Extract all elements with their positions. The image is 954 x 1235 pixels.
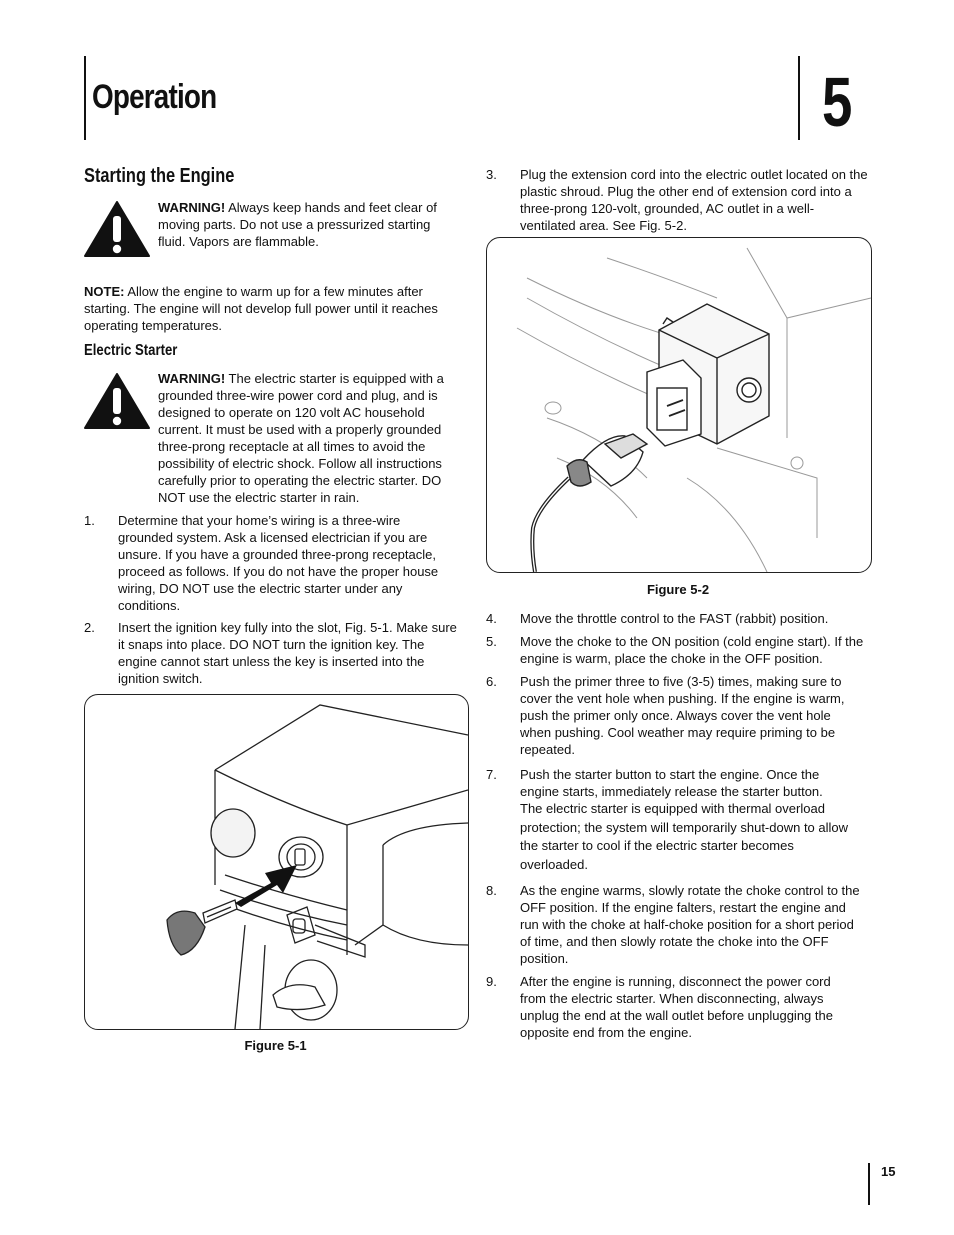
step-item <box>486 673 870 761</box>
step-text: Move the throttle control to the FAST (rabbit) position. <box>520 611 829 626</box>
page-number: 15 <box>881 1164 896 1179</box>
chapter-number: 5 <box>822 63 853 141</box>
step-text-extra: The electric starter is equipped with thermal overload protection; the system will temporarily shut-down to allow the starter to cool if the electric starter becomes overloaded. <box>520 801 849 872</box>
warning-triangle-icon <box>83 372 151 430</box>
warning-2 <box>158 370 460 506</box>
step-text: Push the primer three to five (3-5) times, making sure to cover the vent hole when pushing. If the engine is warm, push the primer only once. Always cover the vent hole when pushing. Cool weather may require priming to be repeated. <box>520 674 845 757</box>
step-text: As the engine warms, slowly rotate the choke control to the OFF position. If the engine falters, restart the engine and run with the choke at half-choke position for a short period of time, and then slowly rotate the choke into the OFF position. <box>520 883 860 966</box>
figure-5-2 <box>486 237 872 573</box>
chapter-title-rule <box>84 56 86 140</box>
note-text: Allow the engine to warm up for a few minutes after starting. The engine will not develop full power until it reaches operating temperatures. <box>84 284 438 333</box>
step-number: 3. <box>486 167 497 182</box>
step-number: 4. <box>486 611 497 626</box>
step-number: 5. <box>486 634 497 649</box>
page-number-rule <box>868 1163 870 1205</box>
step-number: 2. <box>84 620 95 635</box>
step-number: 8. <box>486 883 497 898</box>
step-item <box>486 882 870 970</box>
figure-5-1-caption: Figure 5-1 <box>244 1038 307 1053</box>
warning-triangle-icon <box>83 200 151 258</box>
step-number: 6. <box>486 674 497 689</box>
warning-1-label: WARNING! <box>158 200 226 215</box>
chapter-title: Operation <box>92 78 217 116</box>
step-item <box>486 766 870 878</box>
step-number: 9. <box>486 974 497 989</box>
step-text: Insert the ignition key fully into the slot, Fig. 5-1. Make sure it snaps into place. DO NOT turn the ignition key. The engine cannot start unless the key is inserted into the ignition switch. <box>118 620 457 686</box>
step-item <box>486 973 870 1043</box>
note <box>84 283 458 334</box>
step-item <box>486 633 870 669</box>
step-text: After the engine is running, disconnect the power cord from the electric starter. When disconnecting, always unplug the end at the wall outlet before unplugging the opposite end from the engine. <box>520 974 833 1040</box>
step-item <box>486 610 870 630</box>
warning-1 <box>158 199 458 250</box>
figure-5-2-caption: Figure 5-2 <box>646 582 710 597</box>
step-item <box>486 166 870 236</box>
figure-5-1 <box>84 694 469 1030</box>
step-text <box>520 766 860 874</box>
extension-cord-illustration <box>487 238 871 572</box>
step-item <box>84 512 460 613</box>
step-text: Plug the extension cord into the electric outlet located on the plastic shroud. Plug the other end of extension cord into a three-prong 120-volt, grounded, AC outlet in a well-ventilated area. See Fig. 5-2. <box>520 167 868 233</box>
step-number: 7. <box>486 767 497 782</box>
ignition-key-illustration <box>85 695 468 1029</box>
warning-1-text: Always keep hands and feet clear of moving parts. Do not use a pressurized starting fluid. Vapors are flammable. <box>158 200 437 249</box>
warning-2-label: WARNING! <box>158 371 226 386</box>
subsection-title: Electric Starter <box>84 342 178 359</box>
warning-2-text: The electric starter is equipped with a grounded three-wire power cord and plug, and is designed to operate on 120 volt AC household current. It must be used with a properly grounded three-prong receptacle at all times to avoid the possibility of electric shock. Follow all instructions carefully prior to operating the electric starter. DO NOT use the electric starter in rain. <box>158 371 444 505</box>
step-text-main: Push the starter button to start the engine. Once the engine starts, immediately release the starter button. <box>520 767 823 799</box>
step-number: 1. <box>84 513 95 528</box>
chapter-number-rule <box>798 56 800 140</box>
note-label: NOTE: <box>84 284 125 299</box>
step-text: Move the choke to the ON position (cold engine start). If the engine is warm, place the choke in the OFF position. <box>520 634 864 666</box>
step-text: Determine that your home’s wiring is a three-wire grounded system. Ask a licensed electrician if you are unsure. If you have a grounded three-prong receptacle, proceed as follows. If you do not have the proper house wiring, DO NOT use the electric starter under any conditions. <box>118 513 439 613</box>
section-title: Starting the Engine <box>84 165 235 187</box>
step-item <box>84 619 460 689</box>
